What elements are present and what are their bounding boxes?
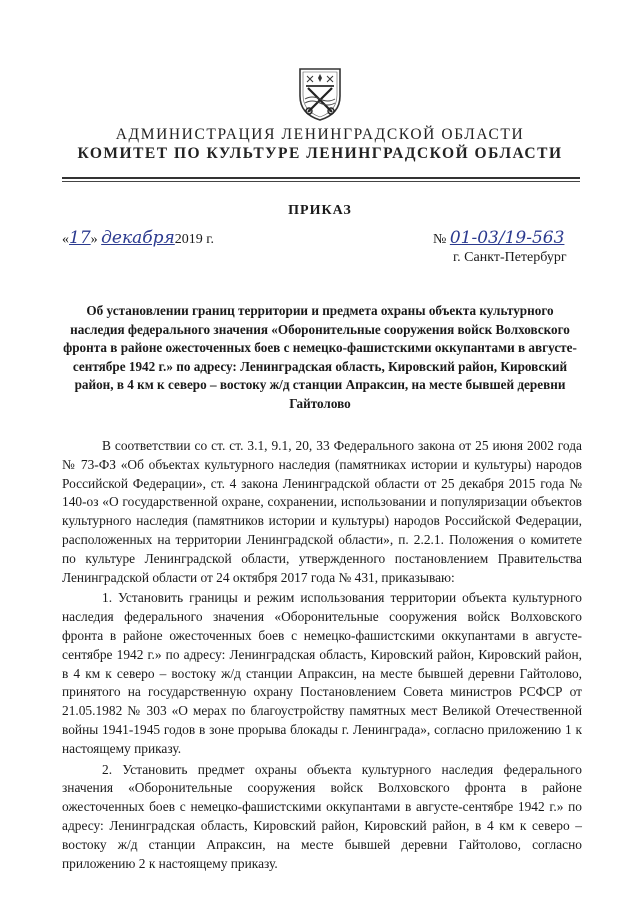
header-divider-thin (62, 181, 580, 182)
coat-of-arms-icon (297, 66, 343, 122)
document-title: Об установлении границ территории и предмета охраны объекта культурного наследия федерального значения «Оборонительные сооружения войск Волховского фронта в районе ожесточенных боев с немецко-фашистскими оккупантами в августе-сентябре 1942 г.» по адресу: Ленинградская область, Кировский район, Кировский район, в 4 км к северо – востоку ж/д станции Апраксин, на месте бывшей деревни Гайтолово (63, 303, 577, 411)
administration-name: АДМИНИСТРАЦИЯ ЛЕНИНГРАДСКОЙ ОБЛАСТИ (115, 126, 525, 143)
order-item-2: 2. Установить предмет охраны объекта культурного наследия федерального значения «Оборонительные сооружения войск Волховского фронта в районе ожесточенных боев с немецко-фашистскими оккупантами в августе-сентябре 1942 г.» по адресу: Ленинградская область, Кировский район, Кировский район, в 4 км к северо – востоку ж/д станции Апраксин, на месте бывшей деревни Гайтолово, согласно приложению 2 к настоящему приказу. (62, 761, 582, 871)
date-day-handwritten: 17 (69, 228, 91, 248)
order-date (62, 228, 214, 248)
order-city: г. Санкт-Петербург (453, 250, 567, 265)
date-open-quote: « (62, 232, 69, 247)
document-body (62, 437, 582, 873)
committee-name: КОМИТЕТ ПО КУЛЬТУРЕ ЛЕНИНГРАДСКОЙ ОБЛАСТИ (77, 145, 563, 162)
order-number (433, 228, 564, 248)
order-heading: ПРИКАЗ (288, 203, 352, 218)
order-item-1: 1. Установить границы и режим использования территории объекта культурного наследия федерального значения «Оборонительные сооружения войск Волховского фронта в районе ожесточенных боев с немецко-фашистскими оккупантами в августе-сентябре 1942 г.» по адресу: Ленинградская область, Кировский район, Кировский район, в 4 км к северо – востоку ж/д станции Апраксин, на месте бывшей деревни Гайтолово, принятого на государственную охрану Постановлением Совета министров РСФСР от 21.05.1982 № 303 «О мерах по благоустройству памятных мест Великой Отечественной войны 1941-1945 годов в зоне прорыва блокады г. Ленинграда», согласно приложению 1 к настоящему приказу. (62, 590, 582, 756)
date-close-quote: » (90, 232, 98, 247)
preamble-paragraph: В соответствии со ст. ст. 3.1, 9.1, 20, 33 Федерального закона от 25 июня 2002 года № 73-ФЗ «Об объектах культурного наследия (памятниках истории и культуры) народов Российской Федерации», ст. 4 закона Ленинградской области от 25 декабря 2015 года № 140-оз «О государственной охране, сохранении, использовании и популяризации объектов культурного наследия (памятников истории и культуры) народов Российской Федерации, расположенных на территории Ленинградской области», п. 2.2.1. Положения о комитете по культуре Ленинградской области, утвержденного постановлением Правительства Ленинградской области от 24 октября 2017 года № 431, приказываю: (62, 438, 582, 585)
number-prefix: № (433, 232, 447, 247)
date-month-handwritten: декабря (101, 228, 175, 248)
header-divider-thick (62, 177, 580, 179)
number-handwritten: 01-03/19-563 (449, 228, 565, 248)
date-year: 2019 г. (174, 232, 214, 247)
